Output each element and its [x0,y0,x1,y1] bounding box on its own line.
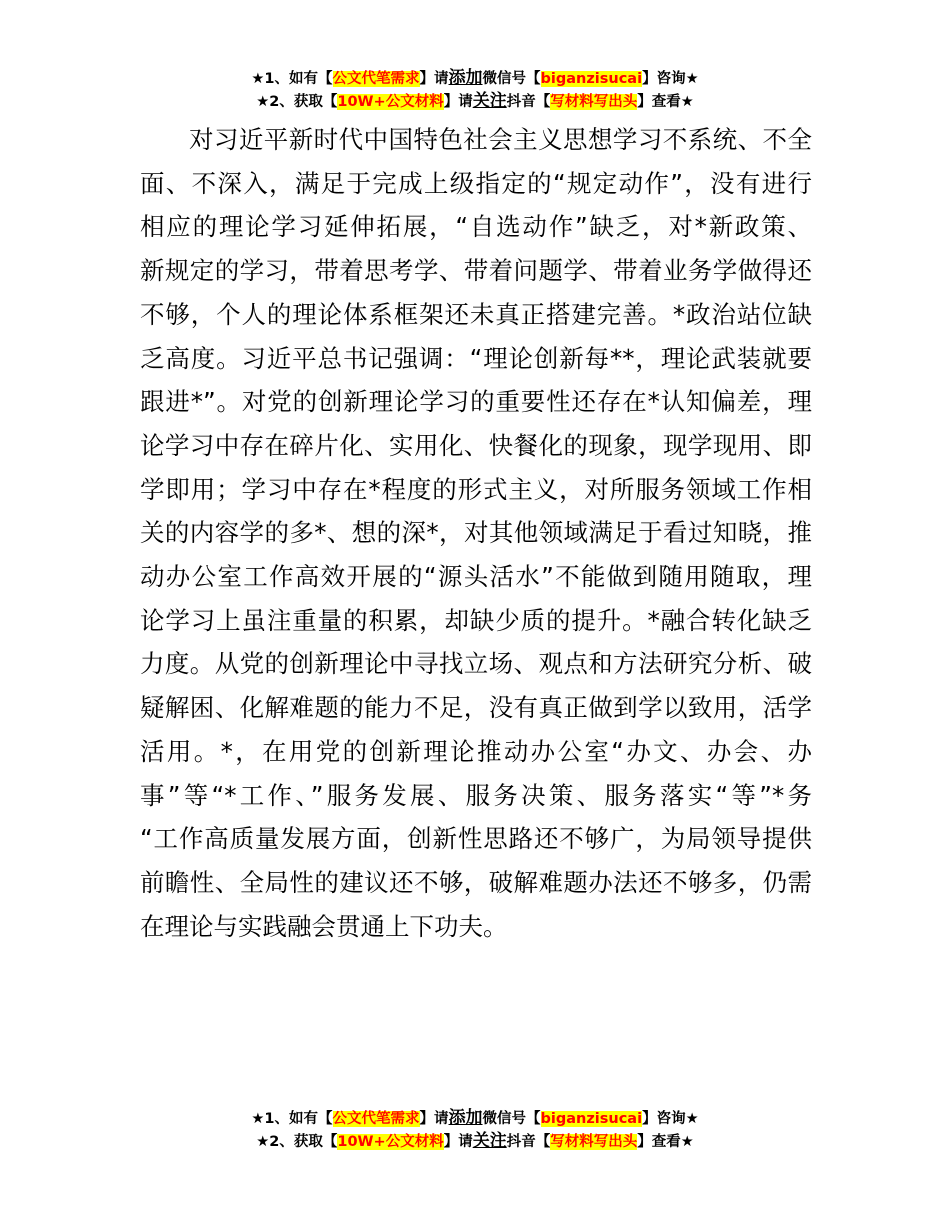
footer-promo-line-2: ★2、获取【10W+公文材料】请关注抖音【写材料写出头】查看★ [256,1131,694,1151]
footer-promo [0,1107,950,1153]
body-line: “工作高质量发展方面，创新性思路还不够广，为局领导提供 [140,824,812,854]
body-line: 跟进*”。对党的创新理论学习的重要性还存在*认知偏差，理 [140,387,812,417]
body-line: 在理论与实践融会贯通上下功夫。 [140,911,508,941]
footer-promo-line-1: ★1、如有【公文代笔需求】请添加微信号【biganzisucai】咨询★ [251,1108,699,1128]
body-line: 学即用；学习中存在*程度的形式主义，对所服务领域工作相 [140,474,812,504]
body-line: 事”等“*工作、”服务发展、服务决策、服务落实“等”*务 [140,780,812,810]
highlight-douyin-account: 写材料写出头 [550,94,638,110]
highlight-ghostwriting: 公文代笔需求 [332,1111,420,1127]
highlight-wechat-id: biganzisucai [540,1111,643,1127]
highlight-ghostwriting: 公文代笔需求 [332,71,420,87]
document-body [140,118,812,948]
body-line: 不够，个人的理论体系框架还未真正搭建完善。*政治站位缺 [140,299,812,329]
highlight-wechat-id: biganzisucai [540,71,643,87]
highlight-douyin-account: 写材料写出头 [550,1134,638,1150]
header-promo [0,67,950,113]
highlight-materials: 10W+公文材料 [337,1134,444,1150]
body-line: 乏高度。习近平总书记强调：“理论创新每**，理论武装就要 [140,343,812,373]
body-line: 关的内容学的多*、想的深*，对其他领域满足于看过知晓，推 [140,518,812,548]
body-line: 相应的理论学习延伸拓展，“自选动作”缺乏，对*新政策、 [140,212,812,242]
body-line: 前瞻性、全局性的建议还不够，破解难题办法还不够多，仍需 [140,867,812,897]
body-line: 新规定的学习，带着思考学、带着问题学、带着业务学做得还 [140,256,812,286]
header-promo-line-1: ★1、如有【公文代笔需求】请添加微信号【biganzisucai】咨询★ [251,68,699,88]
body-line: 疑解困、化解难题的能力不足，没有真正做到学以致用，活学 [140,693,812,723]
header-promo-line-2: ★2、获取【10W+公文材料】请关注抖音【写材料写出头】查看★ [256,91,694,111]
body-line: 面、不深入，满足于完成上级指定的“规定动作”，没有进行 [140,168,812,198]
body-line: 力度。从党的创新理论中寻找立场、观点和方法研究分析、破 [140,649,812,679]
body-line: 对习近平新时代中国特色社会主义思想学习不系统、不全 [189,125,812,154]
body-line: 动办公室工作高效开展的“源头活水”不能做到随用随取，理 [140,562,812,592]
body-line: 论学习上虽注重量的积累，却缺少质的提升。*融合转化缺乏 [140,605,812,635]
body-line: 活用。*，在用党的创新理论推动办公室“办文、办会、办 [140,736,812,766]
body-line: 论学习中存在碎片化、实用化、快餐化的现象，现学现用、即 [140,430,812,460]
highlight-materials: 10W+公文材料 [337,94,444,110]
